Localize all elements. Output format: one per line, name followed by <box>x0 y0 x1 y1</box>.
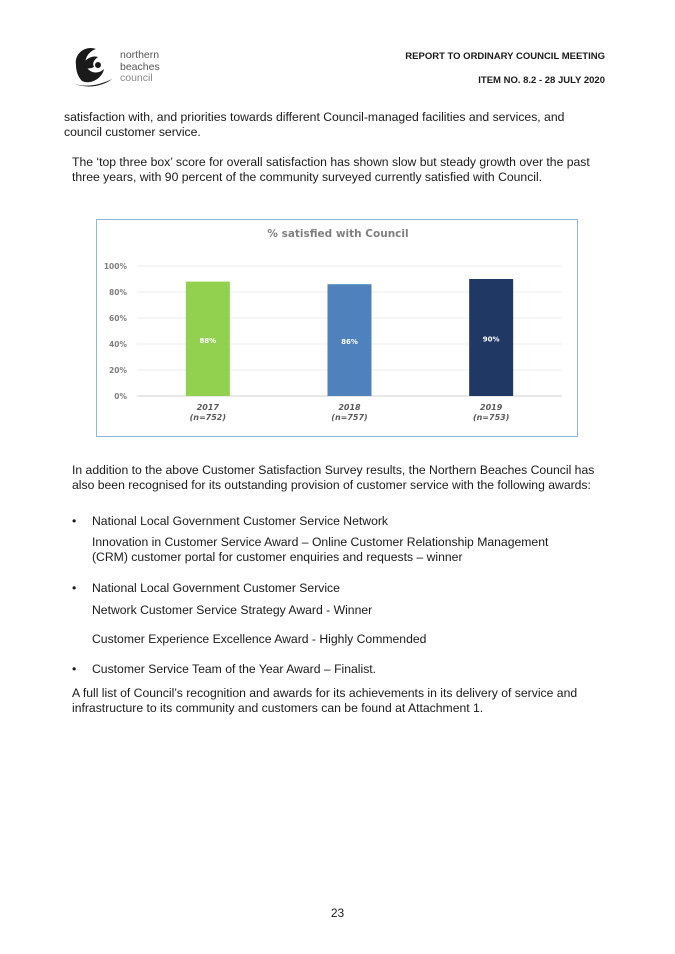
bullet-1-text: National Local Government Customer Service Network <box>92 514 389 528</box>
page-number: 23 <box>330 906 345 920</box>
y-tick-label: 80% <box>109 288 127 297</box>
x-tick-sublabel: (n=757) <box>331 413 368 422</box>
x-tick-label: 2019 <box>480 403 503 412</box>
x-tick-label: 2018 <box>338 403 361 412</box>
logo-line-3: council <box>120 72 153 84</box>
report-title: REPORT TO ORDINARY COUNCIL MEETING <box>405 51 605 62</box>
bullet-1-detail: Innovation in Customer Service Award – Online Customer Relationship Management (CRM) customer portal for customer enquiries and requests – winner <box>92 535 549 564</box>
data-label: 86% <box>341 338 358 347</box>
bullet-icon: • <box>72 662 77 676</box>
bullet-2-text: National Local Government Customer Service <box>92 581 340 595</box>
logo-line-1: northern <box>120 49 160 61</box>
logo-wordmark <box>120 50 160 85</box>
paragraph-full-list: A full list of Council’s recognition and awards for its achievements in its delivery of service and infrastructure to its community and customers can be found at Attachment 1. <box>72 686 578 715</box>
chart-canvas <box>97 220 579 438</box>
data-label: 88% <box>199 336 217 345</box>
logo-line-2: beaches <box>120 60 160 73</box>
y-tick-label: 20% <box>109 366 127 375</box>
y-tick-label: 40% <box>109 340 127 349</box>
y-tick-label: 0% <box>114 392 127 401</box>
data-label: 90% <box>482 335 500 344</box>
x-tick-sublabel: (n=752) <box>189 413 227 422</box>
paragraph-intro: satisfaction with, and priorities towards different Council-managed facilities and services, and council customer service. <box>64 110 565 139</box>
x-tick-sublabel: (n=753) <box>472 413 510 422</box>
x-tick-label: 2017 <box>196 403 219 412</box>
bullet-icon: • <box>72 581 77 595</box>
bullet-2-detail-1: Network Customer Service Strategy Award - Winner <box>92 603 373 617</box>
paragraph-awards-intro: In addition to the above Customer Satisfaction Survey results, the Northern Beaches Council has also been recognised for its outstanding provision of customer service with the following awards: <box>72 463 595 492</box>
bullet-2-detail-2: Customer Experience Excellence Award - Highly Commended <box>92 632 427 646</box>
y-tick-label: 100% <box>103 262 127 271</box>
item-number: ITEM NO. 8.2 - 28 JULY 2020 <box>478 75 605 86</box>
logo-emblem-icon <box>72 48 112 87</box>
y-tick-label: 60% <box>109 314 127 323</box>
bullet-3-text: Customer Service Team of the Year Award – Finalist. <box>92 662 377 676</box>
paragraph-satisfaction: The ‘top three box’ score for overall satisfaction has shown slow but steady growth over the past three years, with 90 percent of the community surveyed currently satisfied with Council. <box>72 155 590 184</box>
chart-title: % satisfied with Council <box>267 228 409 240</box>
bullet-icon: • <box>72 514 77 528</box>
satisfaction-chart <box>96 219 578 437</box>
